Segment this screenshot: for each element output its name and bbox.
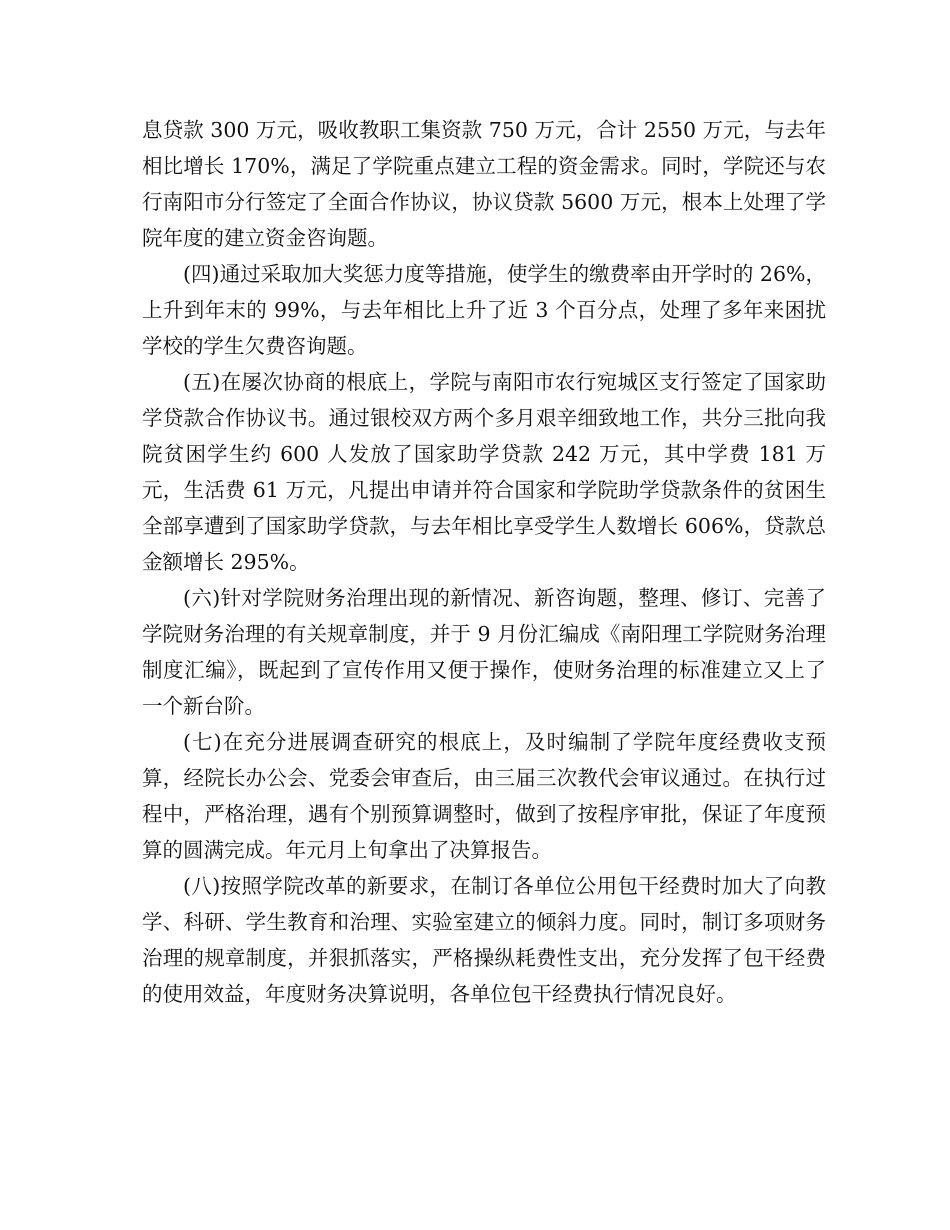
paragraph-item-8: (八)按照学院改革的新要求，在制订各单位公用包干经费时加大了向教学、科研、学生教育和治理、实验室建立的倾斜力度。同时，制订多项财务治理的规章制度，并狠抓落实，严格操纵耗费性支出，充分发挥了包干经费的使用效益，年度财务决算说明，各单位包干经费执行情况良好。 [142, 874, 826, 1006]
paragraph-continued: 息贷款 300 万元，吸收教职工集资款 750 万元，合计 2550 万元，与去年相比增长 170%，满足了学院重点建立工程的资金需求。同时，学院还与农行南阳市分行签定了全面合作协议，协议贷款 5600 万元，根本上处理了学院年度的建立资金咨询题。 [142, 118, 826, 250]
paragraph-item-7: (七)在充分进展调查研究的根底上，及时编制了学院年度经费收支预算，经院长办公会、党委会审查后，由三届三次教代会审议通过。在执行过程中，严格治理，遇有个别预算调整时，做到了按程序审批，保证了年度预算的圆满完成。年元月上旬拿出了决算报告。 [142, 730, 826, 862]
paragraph-item-4: (四)通过采取加大奖惩力度等措施，使学生的缴费率由开学时的 26%，上升到年末的 99%，与去年相比上升了近 3 个百分点，处理了多年来困扰学校的学生欠费咨询题。 [142, 262, 826, 358]
document-body [142, 112, 826, 1012]
paragraph-item-5: (五)在屡次协商的根底上，学院与南阳市农行宛城区支行签定了国家助学贷款合作协议书。通过银校双方两个多月艰辛细致地工作，共分三批向我院贫困学生约 600 人发放了国家助学贷款 242 万元，其中学费 181 万元，生活费 61 万元，凡提出申请并符合国家和学院助学贷款条件的贫困生全部享遭到了国家助学贷款，与去年相比享受学生人数增长 606%，贷款总金额增长 295%。 [142, 370, 826, 574]
paragraph-item-6: (六)针对学院财务治理出现的新情况、新咨询题，整理、修订、完善了学院财务治理的有关规章制度，并于 9 月份汇编成《南阳理工学院财务治理制度汇编》，既起到了宣传作用又便于操作，使财务治理的标准建立又上了一个新台阶。 [142, 586, 826, 718]
